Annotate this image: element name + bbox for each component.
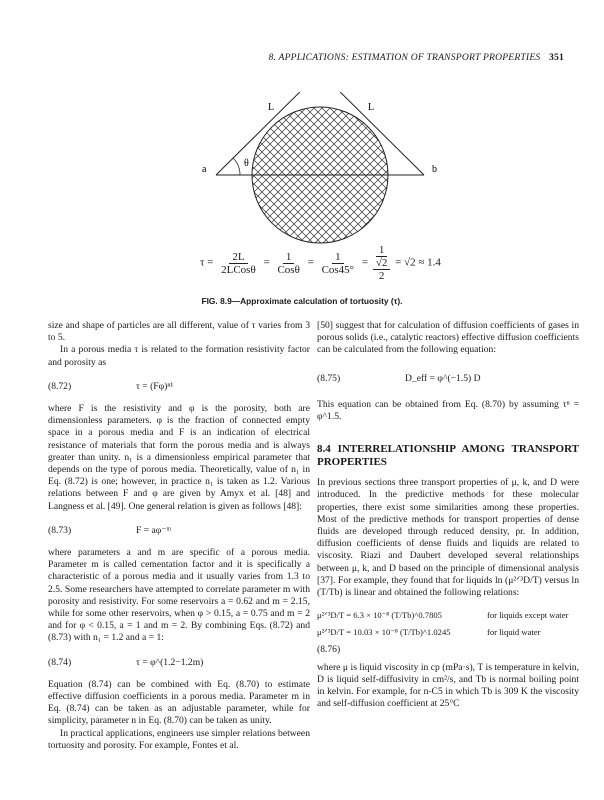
- eq-frac-3: $\frac{1}{\text{Cos45°}}$: [321, 250, 355, 276]
- correlation-description: for liquid water: [487, 627, 541, 638]
- theta-arc: [233, 158, 240, 175]
- page-number: 351: [549, 52, 564, 63]
- running-head: [269, 52, 565, 63]
- left-paragraph-4: where parameters a and m are specific of a porous media. Parameter m is called cementation factor and it is specifically a characteristic of a porous media and it usually varies from 1.3 to 2.5. Some researchers have attempted to correlate parameter m with porosity and resistivity. For some reservoirs a = 0.62 and m = 2.15, while for some other reservoirs, when φ > 0.15, a = 0.75 and m = 2 and for φ < 0.15, a = 1 and m = 2. By combining Eqs. (8.72) and (8.73) with n₁ = 1.2 and a = 1:: [48, 547, 310, 644]
- equation-body: D_eff = φ^(−1.5) D: [405, 372, 481, 384]
- equation-8-74: [48, 657, 310, 669]
- running-head-title: 8. APPLICATIONS: ESTIMATION OF TRANSPORT PROPERTIES: [268, 52, 541, 63]
- correlation-equation: μ²ᐟ³D/T = 6.3 × 10⁻⁸ (T/Tb)^0.7805: [317, 610, 442, 621]
- equation-number: (8.74): [48, 656, 72, 668]
- correlation-equation: μ²ᐟ³D/T = 10.03 × 10⁻⁸ (T/Tb)^1.0245: [317, 627, 451, 638]
- correlation-description: for liquids except water: [487, 610, 569, 621]
- label-L-right: L: [368, 102, 375, 113]
- left-paragraph-2: In a porous media τ is related to the formation resistivity factor and porosity as: [48, 344, 310, 368]
- eq-frac-1: $\frac{2L}{\text{2LCosθ}}$: [221, 250, 256, 276]
- correlation-block: [317, 609, 579, 656]
- equation-number: (8.75): [317, 372, 341, 384]
- eq-result: = √2 ≈ 1.4: [395, 256, 441, 269]
- figure-caption: FIG. 8.9—Approximate calculation of tortuosity (τ).: [201, 296, 403, 306]
- right-column: [317, 320, 579, 711]
- equation-8-72: [48, 381, 310, 393]
- equation-number: (8.73): [48, 524, 72, 536]
- right-paragraph-1: [50] suggest that for calculation of diffusion coefficients of gases in porous solids (i.e., catalytic reactors) effective diffusion coefficients can be calculated from the following equation:: [317, 320, 579, 356]
- correlation-row: [317, 609, 579, 621]
- label-a: a: [202, 164, 207, 175]
- left-paragraph-5: Equation (8.74) can be combined with Eq. (8.70) to estimate effective diffusion coefficients in a porous media. Parameter m in Eq. (8.74) can be taken as an adjustable parameter, while for simplicity, parameter n in Eq. (8.70) can be taken as unity.: [48, 678, 310, 727]
- tortuosity-equation: τ = $\frac{2L}{\text{2LCosθ}}$ = $\frac{1}{\text{Cosθ}}$ = $\frac{1}{\text{Cos45°}}$ = 1 √2 2 = √2 ≈ 1.4: [200, 244, 441, 282]
- eq-lhs: τ =: [200, 256, 214, 269]
- eq-frac-4: 1 √2 2: [373, 244, 391, 282]
- equation-8-75: [317, 373, 579, 385]
- label-theta: θ: [244, 158, 249, 169]
- correlation-row: [317, 626, 579, 638]
- left-paragraph-3: where F is the resistivity and φ is the porosity, both are dimensionless parameters. φ is the fraction of connected empty space in a porous media and F is an indication of electrical resistance of materials that form the porous media and is always greater than unity. n₁ is a dimensionless empirical parameter that depends on the type of porous media. Theoretically, value of n₁ in Eq. (8.72) is one; however, in practice n₁ is taken as 1.2. Various relations between F and φ are given by Amyx et al. [48] and Langness et al. [49]. One general relation is given as follows [48]:: [48, 403, 310, 512]
- right-paragraph-2: This equation can be obtained from Eq. (8.70) by assuming τⁿ = φ^1.5.: [317, 398, 579, 423]
- equation-body: τ = (Fφ)ⁿ¹: [136, 380, 174, 392]
- equation-number: (8.72): [48, 380, 72, 392]
- label-L-left: L: [268, 102, 275, 113]
- left-paragraph-1: size and shape of particles are all different, value of τ varies from 3 to 5.: [48, 320, 310, 344]
- left-paragraph-6: In practical applications, engineers use simpler relations between tortuosity and porosity. For example, Fontes et al.: [48, 727, 310, 751]
- equation-number: (8.76): [317, 643, 341, 655]
- right-paragraph-4: where μ is liquid viscosity in cp (mPa·s), T is temperature in kelvin, D is liquid self-diffusivity in cm²/s, and Tb is normal boiling point in kelvin. For example, for n-C5 in which Tb is 309 K the viscosity and self-diffusion coefficient at 25°C: [317, 661, 579, 710]
- eq-frac-2: $\frac{1}{\text{Cosθ}}$: [277, 250, 300, 276]
- equation-body: τ = φ^(1.2−1.2m): [136, 656, 204, 668]
- section-heading: 8.4 INTERRELATIONSHIP AMONG TRANSPORT PROPERTIES: [317, 443, 579, 469]
- equation-8-73: [48, 525, 310, 537]
- left-column: [48, 320, 310, 752]
- equation-body: F = aφ⁻ᵐ: [136, 524, 172, 536]
- right-paragraph-3: In previous sections three transport properties of μ, k, and D were introduced. In the predictive methods for these molecular properties, there exist some similarities among these properties. Most of the predictive methods for transport properties of dense fluids are developed through reduced density, ρr. In addition, diffusion coefficients of dense fluids and liquids are related to viscosity. Riazi and Daubert developed several relationships between μ, k, and D based on the principle of dimensional analysis [37]. For example, they found that for liquids ln (μ²ᐟ³D/T) versus ln (T/Tb) is linear and obtained the following relations:: [317, 477, 579, 599]
- label-b: b: [432, 164, 437, 175]
